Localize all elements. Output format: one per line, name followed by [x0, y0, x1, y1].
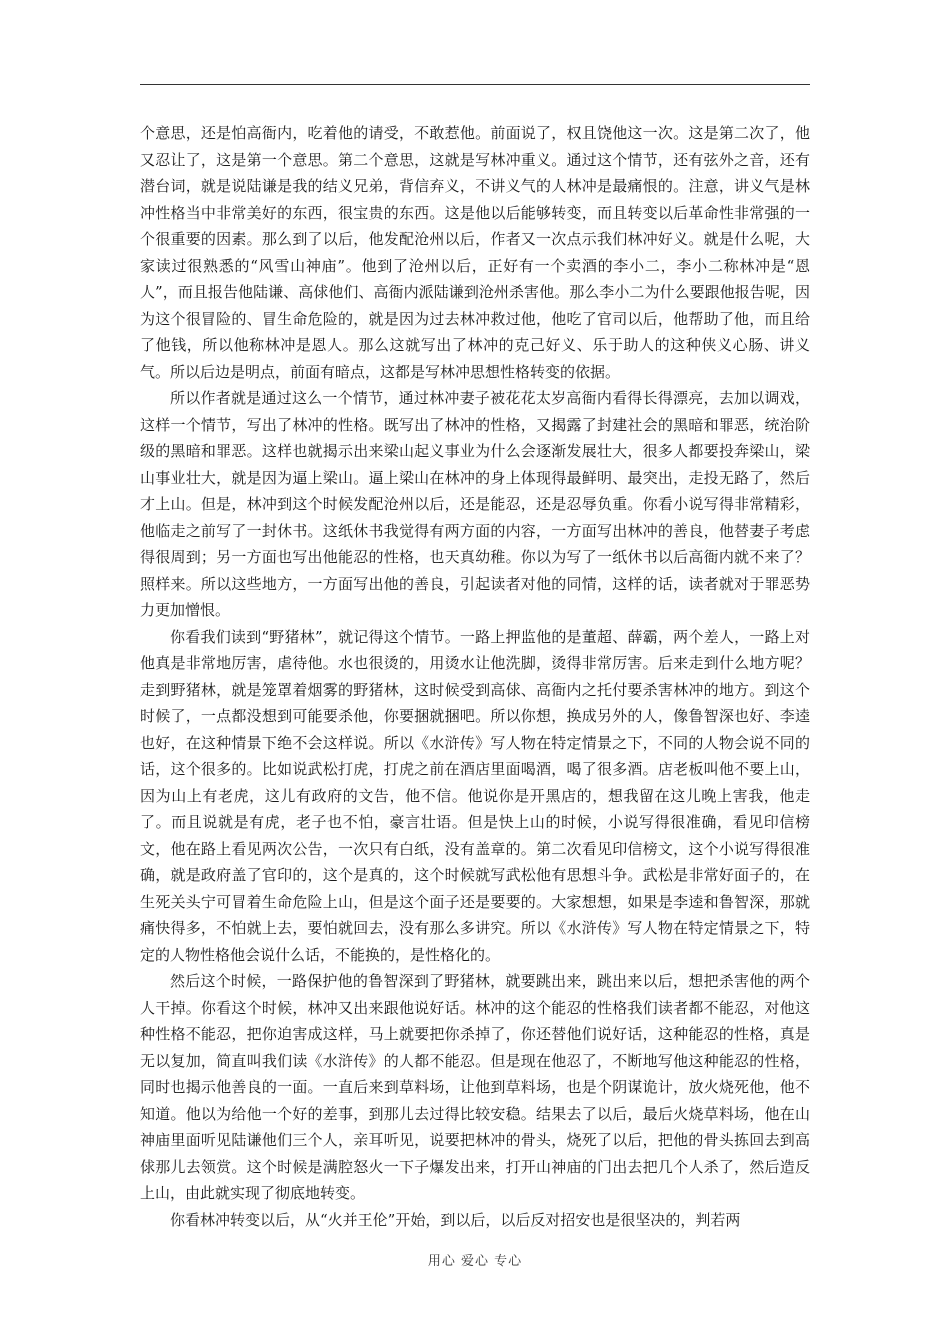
paragraph-4: 然后这个时候，一路保护他的鲁智深到了野猪林，就要跳出来，跳出来以后，想把杀害他的两个人干掉。你看这个时候，林冲又出来跟他说好话。林冲的这个能忍的性格我们读者都不能忍，对他这种性格不能忍，把你迫害成这样，马上就要把你杀掉了，你还替他们说好话，这种能忍的性格，真是无以复加，简直叫我们读《水浒传》的人都不能忍。但是现在他忍了，不断地写他这种能忍的性格，同时也揭示他善良的一面。一直后来到草料场，让他到草料场，也是个阴谋诡计，放火烧死他，他不知道。他以为给他一个好的差事，到那儿去过得比较安稳。结果去了以后，最后火烧草料场，他在山神庙里面听见陆谦他们三个人，亲耳听见，说要把林冲的骨头，烧死了以后，把他的骨头拣回去到高俅那儿去领赏。这个时候是满腔怒火一下子爆发出来，打开山神庙的门出去把几个人杀了，然后造反上山，由此就实现了彻底地转变。	[140, 972, 810, 1202]
page-footer: 用心 爱心 专心	[427, 1254, 523, 1269]
paragraph-3: 你看我们读到“野猪林”，就记得这个情节。一路上押监他的是董超、薛霸，两个差人，一路上对他真是非常地厉害，虐待他。水也很烫的，用烫水让他洗脚，烫得非常厉害。后来走到什么地方呢？走到野猪林，就是笼罩着烟雾的野猪林，这时候受到高俅、高衙内之托付要杀害林冲的地方。到这个时候了，一点都没想到可能要杀他，你要捆就捆吧。所以你想，换成另外的人，像鲁智深也好、李逵也好，在这种情景下绝不会这样说。所以《水浒传》写人物在特定情景之下，不同的人物会说不同的话，这个很多的。比如说武松打虎，打虎之前在酒店里面喝酒，喝了很多酒。店老板叫他不要上山，因为山上有老虎，这儿有政府的文告，他不信。他说你是开黑店的，想我留在这儿晚上害我，他走了。而且说就是有虎，老子也不怕，豪言壮语。但是快上山的时候，小说写得很准确，看见印信榜文，他在路上看见两次公告，一次只有白纸，没有盖章的。第二次看见印信榜文，这个小说写得很准确，就是政府盖了官印的，这个是真的，这个时候就写武松他有思想斗争。武松是非常好面子的，在生死关头宁可冒着生命危险上山，但是这个面子还是要要的。大家想想，如果是李逵和鲁智深，那就痛快得多，不怕就上去，要怕就回去，没有那么多讲究。所以《水浒传》写人物在特定情景之下，特定的人物性格他会说什么话，不能换的，是性格化的。	[140, 627, 810, 964]
paragraph-2: 所以作者就是通过这么一个情节，通过林冲妻子被花花太岁高衙内看得长得漂亮，去加以调戏，这样一个情节，写出了林冲的性格。既写出了林冲的性格，又揭露了封建社会的黑暗和罪恶，统治阶级的黑暗和罪恶。这样也就揭示出来梁山起义事业为什么会逐渐发展壮大，很多人都要投奔梁山，梁山事业壮大，就是因为逼上梁山。逼上梁山在林冲的身上体现得最鲜明、最突出，走投无路了，然后才上山。但是，林冲到这个时候发配沧州以后，还是能忍，还是忍辱负重。你看小说写得非常精彩，他临走之前写了一封休书。这纸休书我觉得有两方面的内容，一方面写出林冲的善良，他替妻子考虑得很周到；另一方面也写出他能忍的性格，也天真幼稚。你以为写了一纸休书以后高衙内就不来了？照样来。所以这些地方，一方面写出他的善良，引起读者对他的同情，这样的话，读者就对于罪恶势力更加憎恨。	[140, 389, 810, 619]
paragraph-1: 个意思，还是怕高衙内，吃着他的请受，不敢惹他。前面说了，权且饶他这一次。这是第二次了，他又忍让了，这是第一个意思。第二个意思，这就是写林冲重义。通过这个情节，还有弦外之音，还有潜台词，就是说陆谦是我的结义兄弟，背信弃义，不讲义气的人林冲是最痛恨的。注意，讲义气是林冲性格当中非常美好的东西，很宝贵的东西。这是他以后能够转变，而且转变以后革命性非常强的一个很重要的因素。那么到了以后，他发配沧州以后，作者又一次点示我们林冲好义。就是什么呢，大家读过很熟悉的“风雪山神庙”。他到了沧州以后，正好有一个卖酒的李小二，李小二称林冲是“恩人”，而且报告他陆谦、高俅他们、高衙内派陆谦到沧州杀害他。那么李小二为什么要跟他报告呢，因为这个很冒险的、冒生命危险的，就是因为过去林冲救过他，他吃了官司以后，他帮助了他，而且给了他钱，所以他称林冲是恩人。那么这就写出了林冲的克己好义、乐于助人的这种侠义心肠、讲义气。所以后边是明点，前面有暗点，这都是写林冲思想性格转变的依据。	[140, 124, 810, 381]
paragraph-5: 你看林冲转变以后，从“火并王伦”开始，到以后，以后反对招安也是很坚决的，判若两	[170, 1210, 741, 1229]
header-rule	[140, 84, 810, 85]
document-body	[140, 120, 810, 1233]
